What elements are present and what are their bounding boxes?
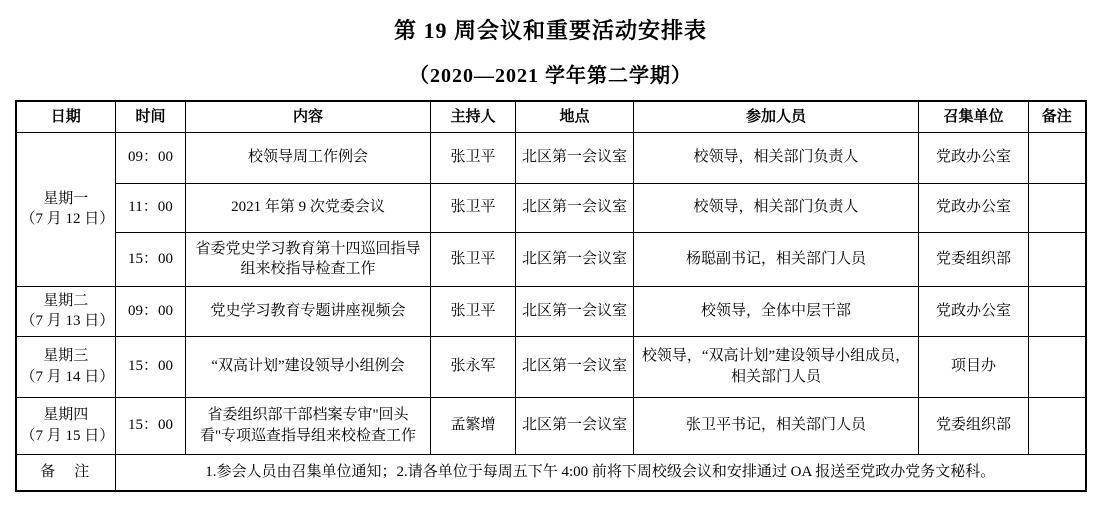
table-row: [16, 397, 1086, 454]
schedule-table: [15, 100, 1087, 492]
content-cell: 省委党史学习教育第十四巡回指导组来校指导检查工作: [186, 232, 431, 286]
participants-cell: 校领导，全体中层干部: [634, 286, 919, 336]
host-cell: 孟繁增: [431, 397, 516, 454]
participants-cell: 张卫平书记，相关部门人员: [634, 397, 919, 454]
time-cell: 11：00: [116, 183, 186, 232]
page-title: 第 19 周会议和重要活动安排表: [393, 18, 707, 43]
content-cell: “双高计划”建设领导小组例会: [186, 336, 431, 397]
day-label: 星期三: [43, 348, 89, 365]
date-label: （7 月 14 日）: [20, 368, 115, 385]
host-cell: 张卫平: [431, 286, 516, 336]
convener-cell: 党政办公室: [919, 286, 1029, 336]
day-label: 星期四: [43, 407, 89, 424]
convener-cell: 项目办: [919, 336, 1029, 397]
date-cell-tuesday: [16, 286, 116, 336]
note-row: [16, 454, 1086, 491]
location-cell: 北区第一会议室: [516, 232, 634, 286]
remark-cell: [1029, 286, 1086, 336]
table-row: [16, 232, 1086, 286]
header-host: 主持人: [431, 101, 516, 132]
time-cell: 15：00: [116, 397, 186, 454]
header-date: 日期: [16, 101, 116, 132]
time-cell: 15：00: [116, 232, 186, 286]
day-label: 星期二: [43, 292, 89, 309]
table-header-row: [16, 101, 1086, 132]
note-label-cell: 备 注: [16, 454, 116, 491]
convener-cell: 党政办公室: [919, 132, 1029, 183]
location-cell: 北区第一会议室: [516, 183, 634, 232]
time-cell: 15：00: [116, 336, 186, 397]
host-cell: 张永军: [431, 336, 516, 397]
content-cell: 党史学习教育专题讲座视频会: [186, 286, 431, 336]
remark-cell: [1029, 132, 1086, 183]
date-label: （7 月 12 日）: [20, 211, 115, 227]
date-cell-monday: [16, 132, 116, 286]
date-label: （7 月 15 日）: [20, 427, 115, 444]
header-participants: 参加人员: [634, 101, 919, 132]
content-cell: 省委组织部干部档案专审"回头看"专项巡查指导组来校检查工作: [186, 397, 431, 454]
location-cell: 北区第一会议室: [516, 132, 634, 183]
note-text-cell: 1.参会人员由召集单位通知；2.请各单位于每周五下午 4:00 前将下周校级会议和安排通过 OA 报送至党政办党务文秘科。: [116, 454, 1086, 491]
convener-cell: 党政办公室: [919, 183, 1029, 232]
table-row: [16, 183, 1086, 232]
page-subtitle: （2020—2021 学年第二学期）: [409, 65, 692, 87]
host-cell: 张卫平: [431, 232, 516, 286]
remark-cell: [1029, 336, 1086, 397]
header-time: 时间: [116, 101, 186, 132]
host-cell: 张卫平: [431, 183, 516, 232]
day-label: 星期一: [43, 190, 89, 207]
convener-cell: 党委组织部: [919, 232, 1029, 286]
content-cell: 校领导周工作例会: [186, 132, 431, 183]
header-convener: 召集单位: [919, 101, 1029, 132]
table-row: [16, 132, 1086, 183]
remark-cell: [1029, 397, 1086, 454]
host-cell: 张卫平: [431, 132, 516, 183]
participants-cell: 校领导，相关部门负责人: [634, 132, 919, 183]
location-cell: 北区第一会议室: [516, 286, 634, 336]
header-remark: 备注: [1029, 101, 1086, 132]
date-cell-thursday: [16, 397, 116, 454]
participants-cell: 校领导，相关部门负责人: [634, 183, 919, 232]
remark-cell: [1029, 183, 1086, 232]
remark-cell: [1029, 232, 1086, 286]
header-location: 地点: [516, 101, 634, 132]
location-cell: 北区第一会议室: [516, 336, 634, 397]
participants-cell: 杨聪副书记，相关部门人员: [634, 232, 919, 286]
convener-cell: 党委组织部: [919, 397, 1029, 454]
participants-cell: 校领导，“双高计划”建设领导小组成员，相关部门人员: [634, 336, 919, 397]
time-cell: 09：00: [116, 286, 186, 336]
location-cell: 北区第一会议室: [516, 397, 634, 454]
time-cell: 09：00: [116, 132, 186, 183]
date-cell-wednesday: [16, 336, 116, 397]
content-cell: 2021 年第 9 次党委会议: [186, 183, 431, 232]
header-content: 内容: [186, 101, 431, 132]
table-row: [16, 286, 1086, 336]
date-label: （7 月 13 日）: [20, 313, 115, 329]
table-row: [16, 336, 1086, 397]
